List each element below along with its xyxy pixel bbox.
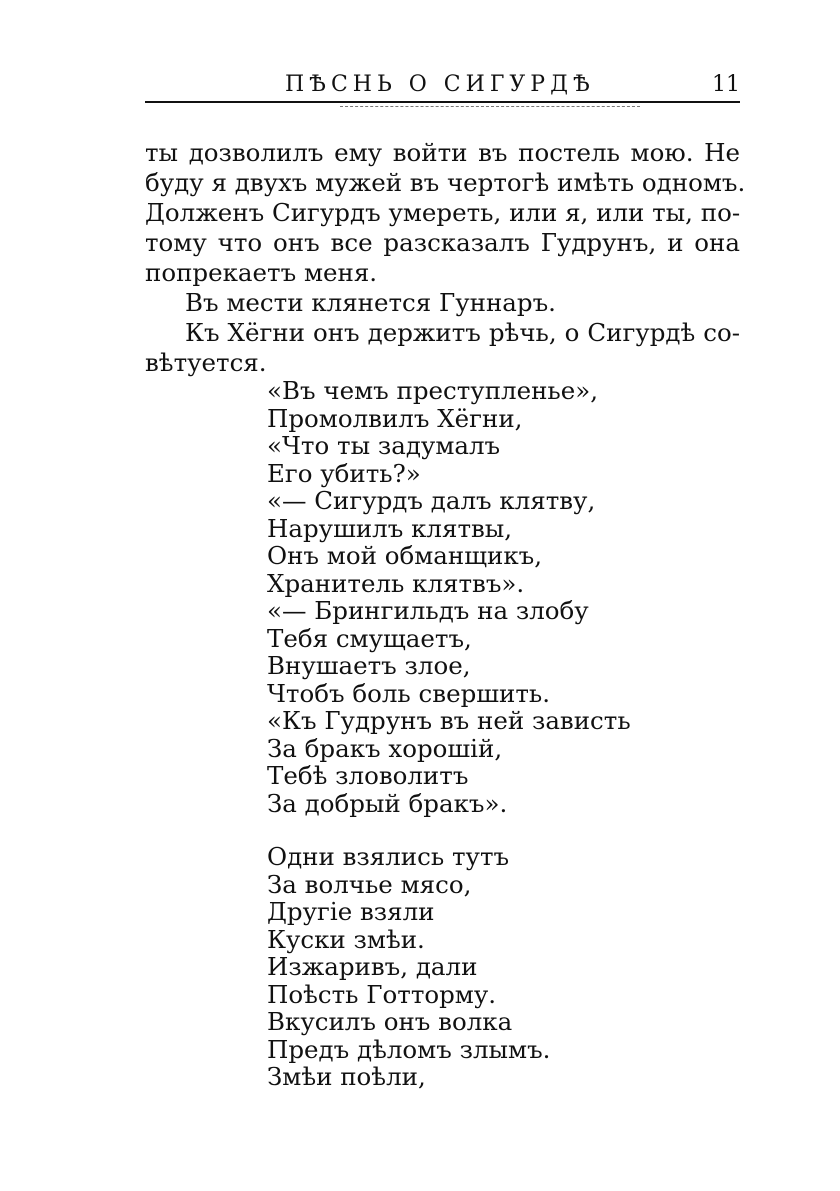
verse-line: Одни взялись тутъ [267, 842, 510, 871]
verse-line: За добрый бракъ». [267, 788, 508, 818]
stanza-2 [267, 843, 631, 1091]
verse-line: Хранитель клятвъ». [267, 568, 525, 598]
page-number: 11 [712, 72, 740, 97]
prose-line: Долженъ Сигурдъ умереть, или я, или ты, по- [145, 198, 741, 227]
verse-line: Тебѣ зловолитъ [267, 761, 469, 790]
verse-line: Изжаривъ, дали [267, 952, 478, 981]
stanza-1 [267, 377, 631, 817]
verse-line: За волчье мясо, [267, 869, 472, 899]
verse-line: Змѣи поѣли, [267, 1062, 426, 1091]
verse-line: Вкусилъ онъ волка [267, 1007, 513, 1036]
verse-line: Промолвилъ Хёгни, [267, 403, 523, 433]
verse-line: Предъ дѣломъ злымъ. [267, 1034, 551, 1064]
prose-paragraphs [145, 138, 746, 378]
verse-line: «Что ты задумалъ [267, 431, 501, 460]
verse-line: Внушаетъ злое, [267, 651, 471, 680]
verse-line: «Къ Гудрунъ въ ней зависть [267, 706, 631, 735]
verse-line: За бракъ хорошій, [267, 733, 503, 763]
verse-block [267, 377, 631, 1091]
verse-line: «Въ чемъ преступленье», [267, 376, 599, 405]
prose-line: тому что онъ все разсказалъ Гудрунъ, и она [145, 228, 740, 257]
header-subrule [340, 106, 640, 107]
verse-line: «— Брингильдъ на злобу [267, 596, 589, 625]
prose-line: попрекаетъ меня. [145, 258, 378, 287]
prose-line: буду я двухъ мужей въ чертогѣ имѣть одномъ. [145, 168, 746, 197]
verse-line: Чтобъ боль свершить. [267, 678, 551, 708]
verse-line: Куски змѣи. [267, 924, 425, 954]
verse-line: «— Сигурдъ далъ клятву, [267, 486, 596, 515]
prose-line: Въ мести клянется Гуннаръ. [185, 288, 556, 317]
header-rule [145, 101, 740, 103]
verse-line: Тебя смущаетъ, [267, 623, 472, 653]
verse-line: Нарушилъ клятвы, [267, 513, 513, 543]
page-header [145, 70, 740, 102]
verse-line: Его убить?» [267, 458, 421, 488]
verse-line: Поѣсть Готторму. [267, 979, 497, 1009]
verse-line: Другіе взяли [267, 897, 435, 926]
verse-line: Онъ мой обманщикъ, [267, 541, 543, 570]
prose-line: вѣтуется. [145, 348, 267, 377]
prose-line: Къ Хёгни онъ держитъ рѣчь, о Сигурдѣ со- [185, 318, 740, 347]
prose-line: ты дозволилъ ему войти въ постель мою. Не [145, 138, 740, 167]
stanza-gap [267, 817, 631, 843]
running-title: ПѢСНЬ О СИГУРДѢ [285, 72, 595, 97]
